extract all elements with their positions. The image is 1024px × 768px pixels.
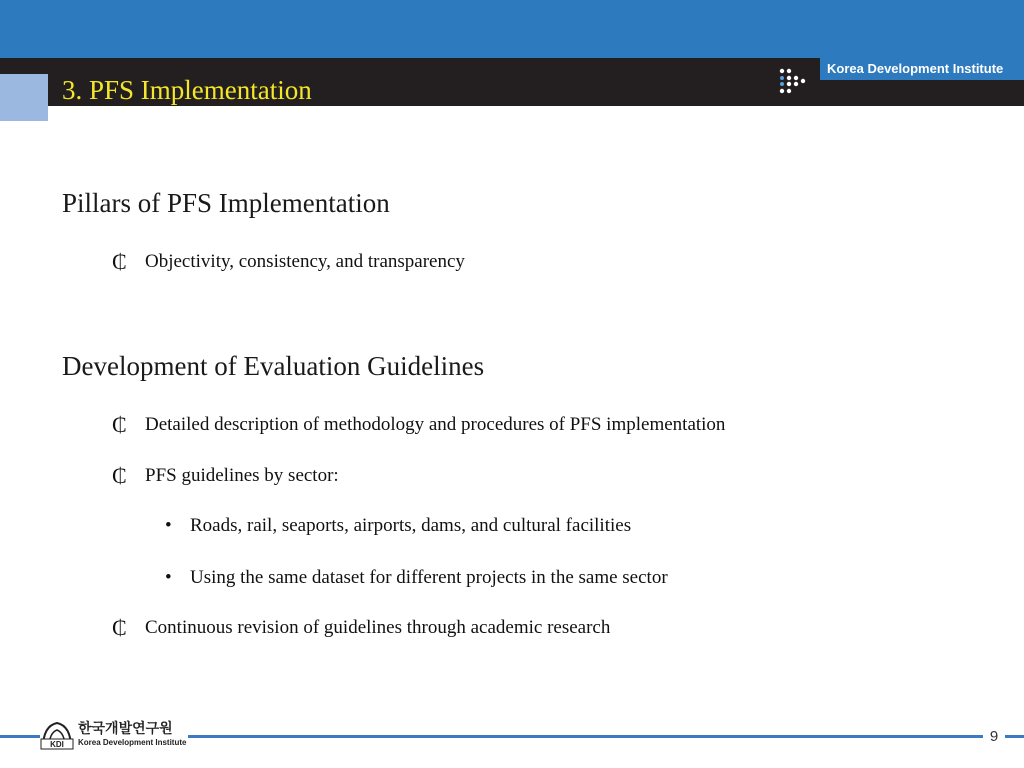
brand-label: Korea Development Institute	[820, 58, 1024, 80]
bullet-marker: ₵	[112, 412, 127, 437]
list-item-text: Objectivity, consistency, and transparency	[145, 251, 465, 272]
arrow-dots-icon	[778, 67, 812, 95]
list-item-text: PFS guidelines by sector:	[145, 465, 339, 486]
list-item-text: Continuous revision of guidelines through academic research	[145, 617, 611, 638]
slide-title: 3. PFS Implementation	[62, 75, 312, 105]
footer-logo	[40, 721, 188, 751]
list-item-text: Detailed description of methodology and procedures of PFS implementation	[145, 414, 726, 435]
logo-korean-text: 한국개발연구원	[78, 721, 173, 737]
page-number-box	[983, 726, 1005, 748]
kdi-emblem-icon	[40, 721, 74, 751]
svg-text:KDI: KDI	[50, 740, 64, 749]
page-number: 9	[989, 728, 999, 745]
header-band	[0, 0, 1024, 58]
section-heading: Development of Evaluation Guidelines	[62, 351, 485, 381]
bullet-marker: ₵	[112, 249, 127, 274]
bullet-marker: ₵	[112, 463, 127, 488]
sub-list-item-text: Using the same dataset for different projects in the same sector	[190, 567, 668, 588]
section-heading: Pillars of PFS Implementation	[62, 188, 390, 218]
bullet-marker: ₵	[112, 615, 127, 640]
bullet-dot: •	[165, 567, 172, 588]
bullet-dot: •	[165, 515, 172, 536]
title-accent-square	[0, 74, 48, 121]
sub-list-item-text: Roads, rail, seaports, airports, dams, and cultural facilities	[190, 515, 632, 536]
logo-english-text: Korea Development Institute	[78, 738, 187, 747]
